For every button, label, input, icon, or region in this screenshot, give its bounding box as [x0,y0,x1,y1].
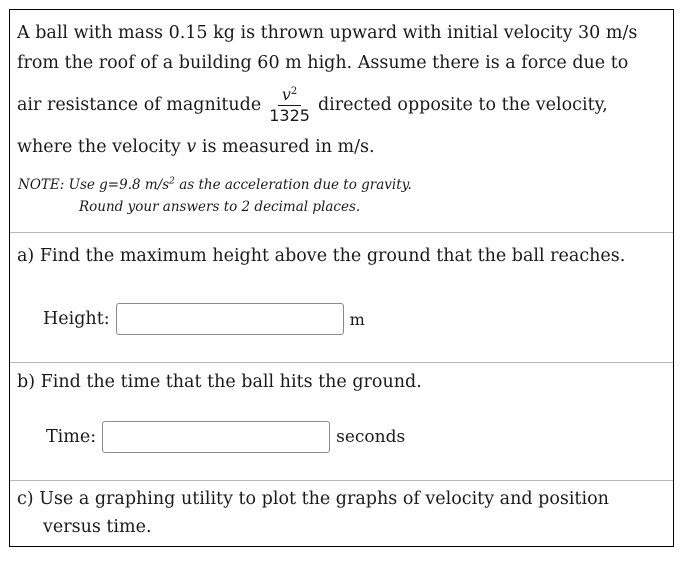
fraction-numerator [278,85,301,106]
velocity-variable: v [186,137,197,157]
note-exponent: 2 [169,176,175,187]
problem-line-4 [17,132,667,162]
part-c-line-1: c) Use a graphing utility to plot the graphs of velocity and position [17,489,609,509]
problem-line-1: A ball with mass 0.15 kg is thrown upward with initial velocity 30 m/s [17,23,638,43]
note-line-1-before: NOTE: Use g=9.8 m/s [18,177,170,193]
note-line-2: Round your answers to 2 decimal places. [79,199,361,215]
note-line-1 [18,174,412,196]
time-input[interactable] [102,421,330,453]
part-c-question [17,485,609,541]
part-a-question: a) Find the maximum height above the ground that the ball reaches. [17,246,626,266]
air-resistance-fraction [267,85,312,126]
problem-line-3-after: directed opposite to the velocity, [317,95,608,115]
fraction-numerator-exponent: 2 [290,85,298,97]
divider [10,232,673,233]
fraction-numerator-var: v [281,84,291,104]
time-unit: seconds [336,427,406,447]
divider [10,362,673,363]
problem-line-4-before: where the velocity [17,137,181,157]
problem-line-4-after: is measured in m/s. [201,137,375,157]
part-c-line-2: versus time. [43,517,152,537]
height-label: Height: [43,309,110,329]
time-label: Time: [46,427,97,447]
note-line-1-after: as the acceleration due to gravity. [174,177,412,193]
problem-box [9,9,674,547]
problem-line-3-before: air resistance of magnitude [17,95,262,115]
part-b-question: b) Find the time that the ball hits the ground. [17,372,422,392]
time-answer-row [46,421,405,453]
fraction-denominator: 1325 [269,105,310,125]
divider [10,480,673,481]
height-input[interactable] [116,303,344,335]
height-answer-row [43,303,365,335]
problem-line-2: from the roof of a building 60 m high. Assume there is a force due to [17,53,629,73]
height-unit: m [349,309,365,329]
problem-line-3 [17,78,667,132]
note [18,174,412,218]
problem-statement [17,18,667,162]
